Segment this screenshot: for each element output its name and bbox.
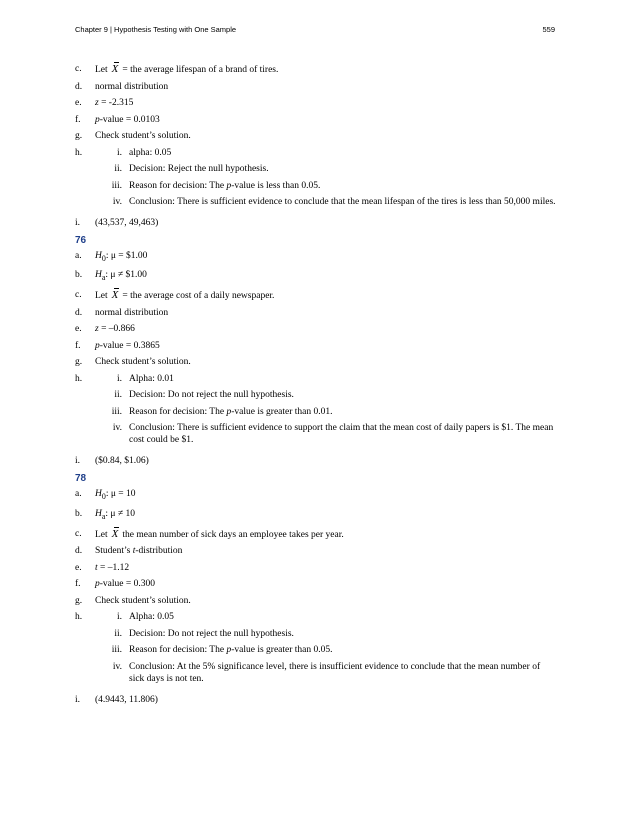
chapter-title: Chapter 9 | Hypothesis Testing with One Sample	[75, 25, 237, 34]
item-label: f.	[75, 340, 81, 351]
p-italic: p	[226, 180, 232, 191]
item-label: b.	[75, 508, 83, 519]
sub-item-iii	[95, 406, 557, 418]
roman-label: iv.	[112, 197, 122, 207]
item-e	[75, 562, 557, 574]
check-text: Check student’s solution.	[95, 357, 191, 368]
item-h	[75, 373, 557, 451]
hypothesis-text: : μ ≠ $1.00	[105, 270, 147, 281]
let-text: Let	[95, 529, 108, 540]
page-number: 559	[542, 25, 555, 34]
roman-label: i.	[116, 373, 122, 384]
sub-item-ii	[95, 389, 557, 401]
decision-text: Decision: Do not reject the null hypothesis.	[129, 390, 294, 401]
exercise-number: 78	[75, 473, 87, 485]
item-e	[75, 323, 557, 335]
roman-label: i.	[116, 147, 122, 158]
item-c	[75, 528, 557, 541]
item-f	[75, 340, 557, 352]
exercise-number: 76	[75, 235, 87, 246]
page-header	[75, 25, 555, 37]
alpha-text: Alpha: 0.05	[129, 612, 174, 623]
item-label: h.	[75, 147, 83, 158]
conclusion-text: Conclusion: At the 5% significance level, there is insufficient evidence to conclude that the mean number of sick days is not ten.	[129, 661, 541, 684]
roman-label: iii.	[111, 645, 122, 656]
check-text: Check student’s solution.	[95, 595, 191, 606]
item-label: f.	[75, 114, 81, 125]
h-symbol: H	[95, 251, 102, 261]
alpha-text: Alpha: 0.01	[129, 373, 174, 384]
item-label: e.	[75, 98, 82, 108]
item-label: e.	[75, 562, 82, 573]
roman-label: ii.	[114, 390, 122, 401]
item-b	[75, 269, 557, 284]
h-symbol: H	[95, 489, 102, 500]
item-label: a.	[75, 251, 82, 261]
h-subscript: 0	[101, 492, 106, 502]
item-label: g.	[75, 595, 83, 606]
p-value: -value = 0.0103	[99, 114, 160, 125]
check-text: Check student’s solution.	[95, 131, 191, 141]
interval-text: (43,537, 49,463)	[95, 218, 159, 228]
reason-text-end: -value is greater than 0.01.	[231, 406, 333, 417]
reason-text: Reason for decision: The	[129, 180, 227, 191]
item-label: b.	[75, 270, 83, 281]
distribution-text-end: -distribution	[135, 546, 183, 557]
item-f	[75, 114, 557, 126]
sub-item-iii	[95, 644, 557, 656]
interval-text: (4.9443, 11.806)	[95, 694, 158, 705]
item-label: h.	[75, 612, 83, 623]
item-a	[75, 488, 557, 503]
item-f	[75, 578, 557, 590]
h-subscript: a	[101, 511, 106, 521]
let-text: Let	[95, 65, 108, 75]
item-label: d.	[75, 546, 83, 557]
item-label: i.	[75, 694, 81, 705]
roman-label: iv.	[112, 423, 122, 434]
stat-var: z	[95, 98, 99, 108]
definition-text: = the average cost of a daily newspaper.	[122, 291, 275, 302]
decision-text: Decision: Do not reject the null hypothesis.	[129, 628, 294, 639]
item-label: a.	[75, 489, 82, 500]
solutions-content	[75, 58, 557, 710]
hypothesis-text: : μ = 10	[105, 489, 136, 500]
distribution-text: Student’s	[95, 546, 133, 557]
item-label: h.	[75, 373, 83, 384]
sub-item-i	[95, 147, 557, 159]
stat-value: = -2.315	[98, 98, 134, 108]
item-g	[75, 356, 557, 368]
item-label: i.	[75, 218, 81, 228]
p-var: p	[95, 114, 100, 125]
h-symbol: H	[95, 508, 102, 519]
item-c	[75, 63, 557, 76]
roman-label: iii.	[111, 180, 122, 191]
item-label: d.	[75, 81, 83, 92]
reason-text-end: -value is less than 0.05.	[231, 180, 321, 191]
p-value: -value = 0.3865	[99, 340, 160, 351]
item-d	[75, 545, 557, 557]
item-i	[75, 694, 557, 706]
p-italic: p	[226, 406, 232, 417]
item-b	[75, 508, 557, 523]
item-g	[75, 595, 557, 607]
item-label: c.	[75, 528, 82, 539]
stat-var: z	[95, 324, 99, 335]
item-d	[75, 307, 557, 319]
x-bar-symbol: X	[111, 289, 119, 302]
item-e	[75, 97, 557, 109]
let-text: Let	[95, 291, 108, 302]
sub-item-ii	[95, 163, 557, 175]
stat-value: = –1.12	[97, 562, 130, 573]
item-c	[75, 289, 557, 302]
x-bar-symbol: X	[111, 63, 119, 75]
x-bar-symbol: X	[111, 527, 119, 540]
item-label: c.	[75, 290, 82, 301]
item-label: e.	[75, 324, 82, 335]
p-value: -value = 0.300	[99, 579, 155, 590]
roman-label: i.	[116, 612, 122, 623]
item-label: c.	[75, 64, 82, 74]
item-i	[75, 455, 557, 467]
item-g	[75, 130, 557, 142]
stat-var: t	[95, 562, 98, 573]
sub-item-i	[95, 611, 557, 623]
item-d	[75, 81, 557, 93]
alpha-text: alpha: 0.05	[129, 147, 172, 158]
h-symbol: H	[95, 270, 102, 281]
h-subscript: 0	[101, 253, 106, 263]
roman-label: ii.	[114, 628, 122, 639]
item-label: i.	[75, 456, 81, 467]
hypothesis-text: : μ ≠ 10	[105, 508, 135, 519]
reason-text: Reason for decision: The	[129, 645, 227, 656]
roman-label: iv.	[112, 661, 122, 672]
item-a	[75, 250, 557, 265]
p-var: p	[95, 340, 100, 351]
item-label: d.	[75, 307, 83, 318]
definition-text: the mean number of sick days an employee takes per year.	[122, 529, 344, 540]
stat-value: = –0.866	[98, 324, 135, 335]
item-i	[75, 217, 557, 229]
roman-label: iii.	[111, 406, 122, 417]
item-label: g.	[75, 357, 83, 368]
sub-item-iv	[95, 196, 557, 208]
item-label: f.	[75, 579, 81, 590]
interval-text: ($0.84, $1.06)	[95, 456, 149, 467]
conclusion-text: Conclusion: There is sufficient evidence to support the claim that the mean cost of daily papers is $1. The mean cost could be $1.	[129, 423, 554, 446]
decision-text: Decision: Reject the null hypothesis.	[129, 164, 269, 174]
item-h	[75, 147, 557, 213]
t-italic: t	[132, 546, 136, 557]
hypothesis-text: : μ = $1.00	[105, 251, 148, 261]
reason-text: Reason for decision: The	[129, 406, 227, 417]
p-italic: p	[226, 645, 232, 656]
sub-item-iv	[95, 661, 557, 685]
reason-text-end: -value is greater than 0.05.	[231, 645, 333, 656]
distribution-text: normal distribution	[95, 81, 169, 92]
sub-item-i	[95, 373, 557, 385]
roman-label: ii.	[114, 164, 122, 174]
definition-text: = the average lifespan of a brand of tires.	[122, 65, 279, 75]
conclusion-text: Conclusion: There is sufficient evidence to conclude that the mean lifespan of the tires is less than 50,000 miles.	[129, 197, 556, 207]
h-subscript: a	[101, 273, 106, 283]
item-label: g.	[75, 131, 83, 141]
p-var: p	[95, 579, 100, 590]
sub-item-ii	[95, 628, 557, 640]
sub-item-iv	[95, 422, 557, 446]
sub-item-iii	[95, 180, 557, 192]
distribution-text: normal distribution	[95, 307, 169, 318]
item-h	[75, 611, 557, 689]
